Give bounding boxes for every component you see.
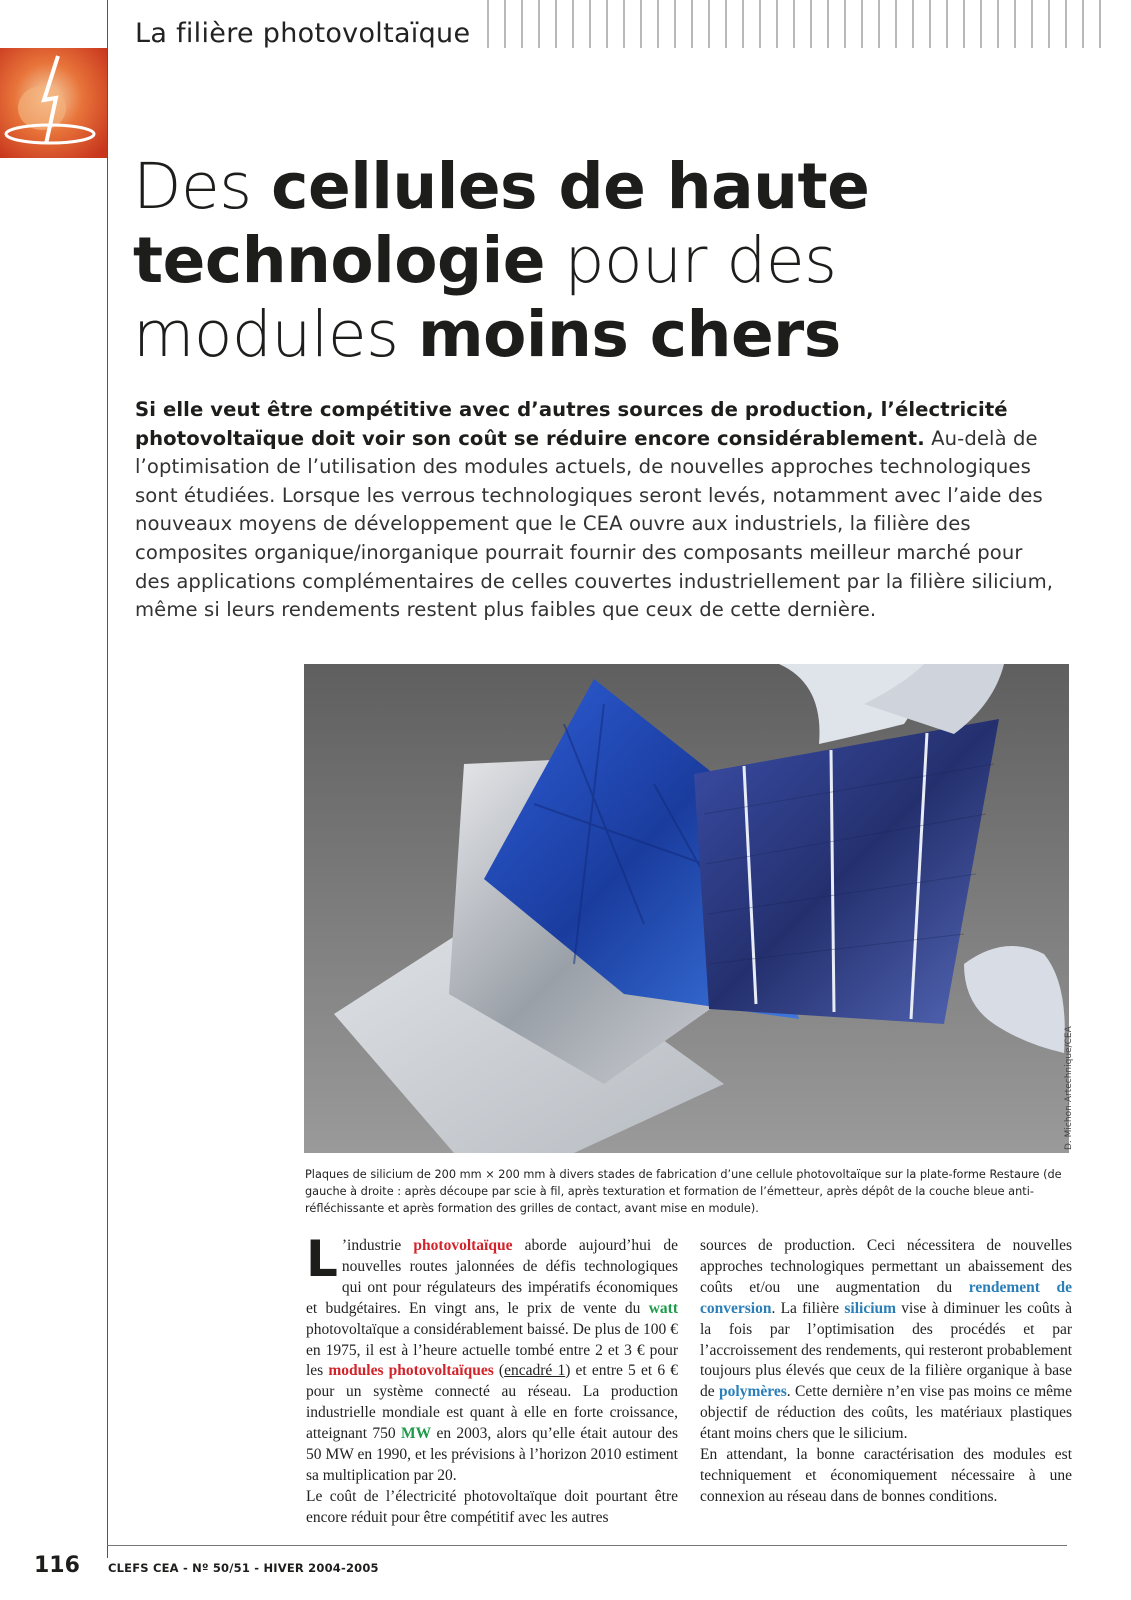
paragraph: sources de production. Ceci nécessitera de nouvelles approches technologiques permettant un abaissement des coûts et/ou une augmentation du rendement de conversion. La filière silicium vise à diminuer les coûts à la fois par l’optimisation des procédés et par l’accroissement des rendements, qui resteront probablement toujours plus élevés que ceux de la filière organique à base de polymères. Cette dernière n’en vise pas moins ce même objectif de réduction des coûts, les matériaux plastiques étant moins chers que le silicium.: [700, 1237, 1073, 1443]
paragraph: En attendant, la bonne caractérisation des modules est techniquement et économiquement nécessaire à une connexion au réseau dans de bonnes conditions.: [700, 1446, 1072, 1505]
section-header: La filière photovoltaïque: [135, 18, 471, 49]
glossary-term[interactable]: silicium: [844, 1299, 897, 1317]
section-logo-icon: [0, 48, 107, 158]
left-margin-rule: [107, 0, 108, 1558]
silicon-wafers-photo: [304, 664, 1069, 1153]
article-lead: [135, 396, 1055, 625]
page-number: 116: [34, 1553, 80, 1578]
glossary-term[interactable]: watt: [648, 1299, 678, 1317]
glossary-term[interactable]: rendement de conversion: [700, 1278, 1072, 1317]
paragraph: L ’industrie photovoltaïque aborde aujourd’hui de nouvelles routes jalonnées de défis technologiques qui ont pour régulateurs des impératifs économiques et budgétaires. En vingt ans, le prix de vente du watt photovoltaïque a considérablement baissé. De plus de 100 € en 1975, il est à l’heure actuelle tombé entre 2 et 3 € pour les modules photovoltaïques (encadré 1) et entre 5 et 6 € pour un système connecté au réseau. La production industrielle mondiale est quant à elle en forte croissance, atteignant 750 MW en 2003, alors qu’elle était autour des 50 MW en 1990, et les prévisions à l’horizon 2010 estiment sa multiplication par 20.: [306, 1230, 679, 1484]
glossary-term[interactable]: MW: [401, 1425, 432, 1443]
lead-bold: Si elle veut être compétitive avec d’autres sources de production, l’électricité photovoltaïque doit voir son coût se réduire encore considérablement.: [135, 398, 1008, 450]
glossary-term[interactable]: photovoltaïque: [413, 1237, 513, 1254]
drop-cap: L: [306, 1230, 338, 1288]
footer-rule: [107, 1545, 1067, 1546]
body-column-2: [700, 1236, 1072, 1508]
glossary-term[interactable]: modules photovoltaïques: [328, 1362, 494, 1380]
lead-text: Au-delà de l’optimisation de l’utilisation des modules actuels, de nouvelles approches technologiques sont étudiées. Lorsque les verrous technologiques seront levés, notamment avec l’aide des nouveaux moyens de développement que le CEA ouvre aux industriels, la filière des composites organique/inorganique pourrait fournir des composants meilleur marché pour des applications complémentaires de celles couvertes industriellement par la filière silicium, même si leurs rendements restent plus faibles que ceux de cette dernière.: [135, 426, 1054, 622]
journal-reference: CLEFS CEA - Nº 50/51 - HIVER 2004-2005: [108, 1561, 379, 1575]
body-column-1: [306, 1230, 679, 1529]
photo-caption: Plaques de silicium de 200 mm × 200 mm à divers stades de fabrication d’une cellule photovoltaïque sur la plate-forme Restaure (de gauche à droite : après découpe par scie à fil, après texturation et formation de l’émetteur, après dépôt de la couche bleue anti-réfléchissante et après formation des grilles de contact, avant mise en module).: [305, 1168, 1062, 1215]
photo-credit: D. Michon-Artechnique/CEA: [1064, 1026, 1074, 1150]
article-title: Des cellules de haute technologie pour des modules moins chers: [133, 150, 870, 371]
box-reference-link[interactable]: encadré 1: [504, 1362, 566, 1380]
header-tick-rule: [486, 0, 1116, 48]
paragraph: Le coût de l’électricité photovoltaïque doit pourtant être encore réduit pour être compétitif avec les autres: [306, 1487, 678, 1526]
glossary-term[interactable]: polymères: [719, 1383, 787, 1401]
